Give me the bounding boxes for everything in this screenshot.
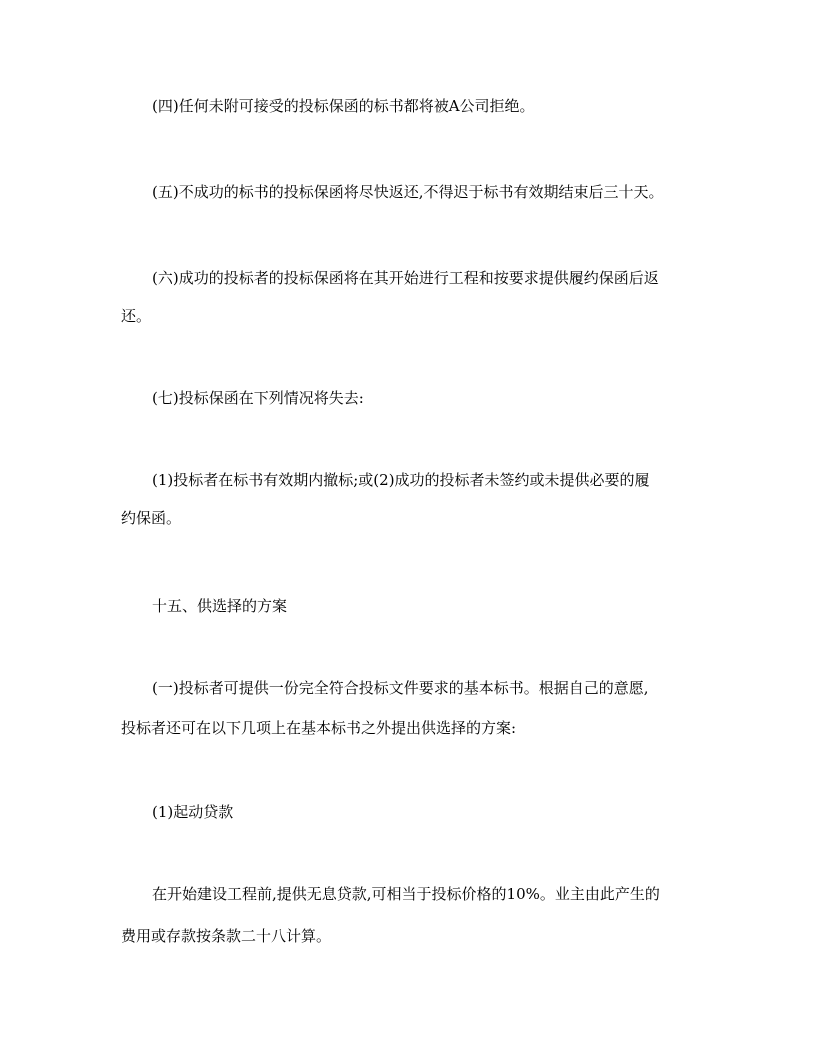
paragraph-forfeiture-conditions: (七)投标保函在下列情况将失去:	[152, 389, 364, 407]
paragraph-forfeiture-cases: (1)投标者在标书有效期内撤标;或(2)成功的投标者未签约或未提供必要的履	[152, 471, 650, 489]
paragraph-basic-bid-cont: 投标者还可在以下几项上在基本标书之外提出供选择的方案:	[121, 719, 517, 737]
paragraph-successful-bid-return-cont: 还。	[121, 307, 152, 325]
section-heading-alternatives: 十五、供选择的方案	[152, 597, 288, 615]
paragraph-forfeiture-cases-cont: 约保函。	[121, 509, 182, 527]
paragraph-successful-bid-return: (六)成功的投标者的投标保函将在其开始进行工程和按要求提供履约保函后返	[152, 269, 659, 287]
subheading-startup-loan: (1)起动贷款	[152, 803, 234, 821]
paragraph-interest-free-loan: 在开始建设工程前,提供无息贷款,可相当于投标价格的10%。业主由此产生的	[152, 885, 660, 903]
paragraph-basic-bid: (一)投标者可提供一份完全符合投标文件要求的基本标书。根据自己的意愿,	[152, 679, 649, 697]
paragraph-bid-guarantee-rejection: (四)任何未附可接受的投标保函的标书都将被A公司拒绝。	[152, 97, 535, 115]
paragraph-interest-free-loan-cont: 费用或存款按条款二十八计算。	[121, 927, 332, 945]
paragraph-unsuccessful-bid-return: (五)不成功的标书的投标保函将尽快返还,不得迟于标书有效期结束后三十天。	[152, 183, 664, 201]
